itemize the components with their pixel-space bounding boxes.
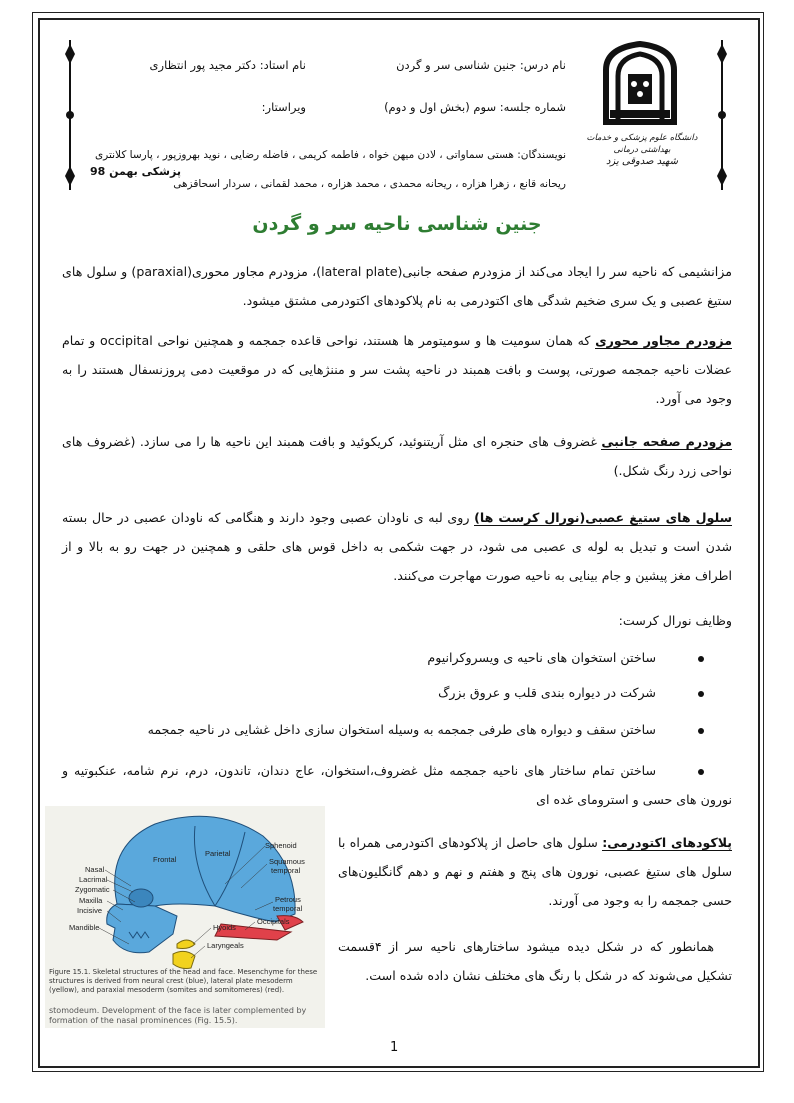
label-maxilla: Maxilla bbox=[79, 896, 103, 905]
label-incisive: Incisive bbox=[77, 906, 103, 915]
left-ornament-icon bbox=[64, 40, 76, 190]
label-zygomatic: Zygomatic bbox=[75, 885, 110, 894]
label-parietal: Parietal bbox=[205, 849, 231, 858]
skull-diagram bbox=[45, 806, 325, 976]
session-number: شماره جلسه: سوم (بخش اول و دوم) bbox=[384, 100, 566, 114]
course-name: نام درس: جنین شناسی سر و گردن bbox=[396, 58, 566, 72]
figure-description-paragraph: همانطور که در شکل دیده میشود ساختارهای ناحیه سر از ۴قسمت تشکیل می‌شوند که در شکل با رنگ های مختلف نشان داده شده است. bbox=[338, 939, 732, 983]
bullet-dot-icon bbox=[698, 691, 704, 697]
page-number: 1 bbox=[390, 1040, 399, 1055]
functions-intro: وظایف نورال کرست: bbox=[618, 613, 732, 628]
label-nasal: Nasal bbox=[85, 865, 105, 874]
paraxial-paragraph bbox=[62, 326, 732, 413]
figure-caption: Figure 15.1. Skeletal structures of the head and face. Mesenchyme for these structures is derived from neural crest (blue), lateral plate mesoderm (yellow), and paraxial mesoderm (somites and somitomeres) (red). bbox=[49, 968, 318, 994]
bullet-item: ساختن استخوان های ناحیه ی ویسروکرانیوم bbox=[427, 650, 704, 665]
placodes-heading: پلاکودهای اکتودرمی: bbox=[602, 835, 733, 850]
label-sphenoid: Sphenoid bbox=[265, 841, 297, 850]
instructor-name: نام استاد: دکتر مجید پور انتظاری bbox=[149, 58, 306, 72]
label-mandible: Mandible bbox=[69, 923, 100, 932]
neural-crest-paragraph bbox=[62, 503, 732, 590]
authors-line-2: ریحانه قانع ، زهرا هزاره ، ریحانه محمدی ، محمد هزاره ، محمد لقمانی ، سردار اسحاقزهی bbox=[173, 178, 566, 190]
label-petrous-temporal: temporal bbox=[273, 904, 303, 913]
class-label: پزشکی بهمن 98 bbox=[90, 165, 181, 178]
lateral-plate-heading: مزودرم صفحه جانبی bbox=[601, 434, 732, 449]
placodes-paragraph bbox=[338, 828, 732, 915]
label-squamous-temporal: temporal bbox=[271, 866, 301, 875]
paraxial-text: که همان سومیت ها و سومیتومر ها هستند، نواحی قاعده جمجمه و همچنین نواحی occipital و تمام عضلات ناحیه جمجمه صورتی، پوست و بافت همبند در ناحیه پشت سر و مننژهایی که در موقعیت دمی پروزنسفال هستند را به وجود می آورد. bbox=[62, 333, 732, 406]
lateral-plate-text: غضروف های حنجره ای مثل آریتنوئید، کریکوئید و بافت همبند این ناحیه ها را می سازد. (غضروف های نواحی زرد رنگ شکل.) bbox=[62, 434, 732, 478]
figure-extra-text: stomodeum. Development of the face is later complemented by formation of the nasal prominences (Fig. 15.5). bbox=[49, 1006, 307, 1025]
university-logo-icon bbox=[598, 40, 682, 130]
label-frontal: Frontal bbox=[153, 855, 177, 864]
label-hyoids: Hyoids bbox=[213, 923, 236, 932]
page-title: جنین شناسی ناحیه سر و گردن bbox=[252, 213, 542, 235]
bullet-dot-icon bbox=[698, 728, 704, 734]
authors-line-1: نویسندگان: هستی سماواتی ، لادن میهن خواه ، فاطمه کریمی ، فاضله رضایی ، نوید بهروزپور ، پارسا کلانتری bbox=[94, 149, 566, 161]
label-petrous: Petrous bbox=[275, 895, 301, 904]
skull-figure bbox=[45, 806, 325, 1028]
intro-paragraph: مزانشیمی که ناحیه سر را ایجاد می‌کند از مزودرم صفحه جانبی(lateral plate)، مزودرم مجاور محوری(paraxial) و سلول های ستیغ عصبی و یک سری ضخیم شدگی های اکتودرمی به نام پلاکودهای اکتودرمی مشتق میشود. bbox=[62, 264, 732, 308]
bullet-dot-icon bbox=[698, 769, 704, 775]
paraxial-heading: مزودرم مجاور محوری bbox=[595, 333, 733, 348]
bullet-item: ساختن سقف و دیواره های طرفی جمجمه به وسیله استخوان سازی داخل غشایی در ناحیه جمجمه bbox=[148, 722, 704, 737]
label-laryngeals: Laryngeals bbox=[207, 941, 244, 950]
neural-crest-heading: سلول های ستیغ عصبی(نورال کرست ها) bbox=[474, 510, 733, 525]
bullet-item-long: ساختن تمام ساختار های ناحیه جمجمه مثل غضروف،استخوان، عاج دندان، تاندون، درم، نرم شامه، عنکبوتیه و نورون های حسی و استرومای غده ای bbox=[62, 763, 732, 807]
neural-crest-text: روی لبه ی ناودان عصبی وجود دارند و هنگامی که ناودان عصبی در حال بسته شدن است و تبدیل به لوله ی عصبی می شود، در جهت شکمی به داخل قوس های حلقی و همچنین در جهت رو به بالا و از اطراف مغز پیشین و جام بینایی به ناحیه صورت مهاجرت می‌کنند. bbox=[62, 510, 732, 583]
logo-text-university: دانشگاه علوم پزشکی و خدمات بهداشتی درمانی bbox=[586, 133, 698, 155]
label-occipitals: Occipitals bbox=[257, 917, 290, 926]
lateral-plate-paragraph bbox=[62, 427, 732, 485]
label-lacrimal: Lacrimal bbox=[79, 875, 108, 884]
right-ornament-icon bbox=[716, 40, 728, 190]
bullet-item: شرکت در دیواره بندی قلب و عروق بزرگ bbox=[438, 685, 704, 700]
placodes-text: سلول های حاصل از پلاکودهای اکتودرمی همراه با سلول های ستیغ عصبی، نورون های پنج و هفتم و نهم و دهم گانگلیون‌های حسی جمجمه را به وجود می آورند. bbox=[338, 835, 732, 908]
logo-text-city: شهید صدوقی یزد bbox=[605, 156, 679, 167]
editor-label: ویراستار: bbox=[261, 100, 306, 114]
label-squamous: Squamous bbox=[269, 857, 305, 866]
bullet-dot-icon bbox=[698, 656, 704, 662]
